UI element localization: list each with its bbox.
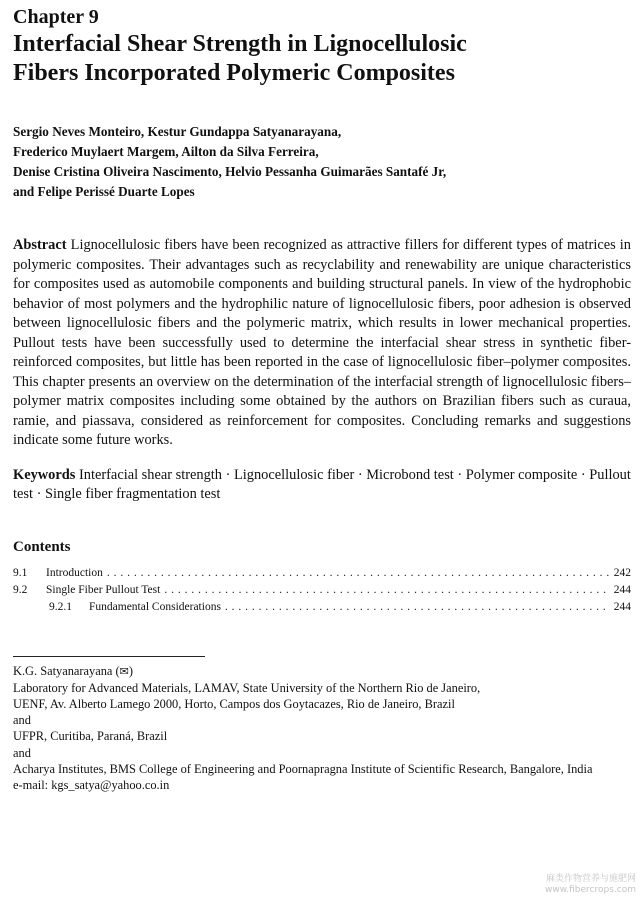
keywords-text: Interfacial shear strength · Lignocellulosic fiber · Microbond test · Polymer composite · Pullout test · Single fiber fragmentation test xyxy=(13,466,631,502)
author-affiliation-footnote xyxy=(13,663,631,794)
chapter-title xyxy=(13,30,631,88)
toc-entry[interactable] xyxy=(13,565,631,582)
document-page xyxy=(13,6,631,793)
corresponding-author-close: ) xyxy=(128,663,134,678)
author-line: Sergio Neves Monteiro, Kestur Gundappa Satyanarayana, xyxy=(13,124,342,139)
author-line: Frederico Muylaert Margem, Ailton da Silva Ferreira, xyxy=(13,144,319,159)
contents-heading: Contents xyxy=(13,538,71,555)
toc-entry-number: 9.2 xyxy=(13,583,28,596)
toc-entry[interactable] xyxy=(13,582,631,599)
toc-entry-title: Fundamental Considerations xyxy=(89,600,221,613)
toc-entry-number: 9.1 xyxy=(13,566,28,579)
table-of-contents xyxy=(13,565,631,616)
chapter-title-line: Interfacial Shear Strength in Lignocellulosic xyxy=(13,31,467,57)
affiliation-line: Laboratory for Advanced Materials, LAMAV, State University of the Northern Rio de Janeiro, xyxy=(13,680,481,695)
watermark-line: 麻类作物营养与施肥网 xyxy=(545,874,636,884)
toc-entry-page: 244 xyxy=(613,600,631,613)
footnote-divider xyxy=(13,656,205,657)
keywords xyxy=(13,466,631,505)
toc-dot-leader xyxy=(107,565,610,582)
envelope-icon: ✉ xyxy=(119,664,129,678)
toc-entry[interactable] xyxy=(13,599,631,616)
toc-entry-number: 9.2.1 xyxy=(49,600,72,613)
affiliation-line: and xyxy=(13,745,31,760)
corresponding-author-name: K.G. Satyanarayana ( xyxy=(13,663,120,678)
abstract xyxy=(13,236,631,451)
chapter-title-line: Fibers Incorporated Polymeric Composites xyxy=(13,60,455,86)
abstract-text: Lignocellulosic fibers have been recognized as attractive fillers for different types of matrices in polymeric composites. Their advantages such as recyclability and renewability are unique characteristics for composites used as automobile components and building structural panels. In view of the hydrophobic behavior of most polymers and the hydrophilic nature of lignocellulosic fibers, poor adhesion is observed between lignocellulosic fibers and the polymeric matrix, which results in lower mechanical properties. Pullout tests have been successfully used to determine the interfacial shear stress in synthetic fiber-reinforced composites, but little has been reported in the case of lignocellulosic fiber–polymer composites. This chapter presents an overview on the determination of the interfacial strength of lignocellulosic fibers–polymer matrix composites including some obtained by the authors on Brazilian fibers such as curaua, ramie, and piassava, considered as reinforcement for composites. Concluding remarks and suggestions indicate some future works. xyxy=(13,237,631,448)
abstract-label: Abstract xyxy=(13,237,67,253)
site-watermark xyxy=(545,874,636,896)
author-email[interactable]: e-mail: kgs_satya@yahoo.co.in xyxy=(13,777,170,792)
author-list xyxy=(13,122,631,202)
affiliation-line: UENF, Av. Alberto Lamego 2000, Horto, Campos dos Goytacazes, Rio de Janeiro, Brazil xyxy=(13,696,455,711)
affiliation-line: Acharya Institutes, BMS College of Engineering and Poornapragna Institute of Scientific Research, Bangalore, India xyxy=(13,761,593,776)
keywords-label: Keywords xyxy=(13,466,76,483)
toc-dot-leader xyxy=(225,599,610,616)
toc-entry-title: Single Fiber Pullout Test xyxy=(46,583,161,596)
author-line: Denise Cristina Oliveira Nascimento, Helvio Pessanha Guimarães Santafé Jr, xyxy=(13,164,447,179)
chapter-label: Chapter 9 xyxy=(13,6,99,28)
toc-entry-page: 242 xyxy=(613,566,631,579)
affiliation-line: and xyxy=(13,713,31,728)
affiliation-line: UFPR, Curitiba, Paraná, Brazil xyxy=(13,729,168,744)
watermark-line: www.fibercrops.com xyxy=(545,885,636,895)
toc-dot-leader xyxy=(164,582,609,599)
author-line: and Felipe Perissé Duarte Lopes xyxy=(13,184,195,199)
toc-entry-page: 244 xyxy=(613,583,631,596)
corresponding-author xyxy=(13,663,631,680)
toc-entry-title: Introduction xyxy=(46,566,103,579)
